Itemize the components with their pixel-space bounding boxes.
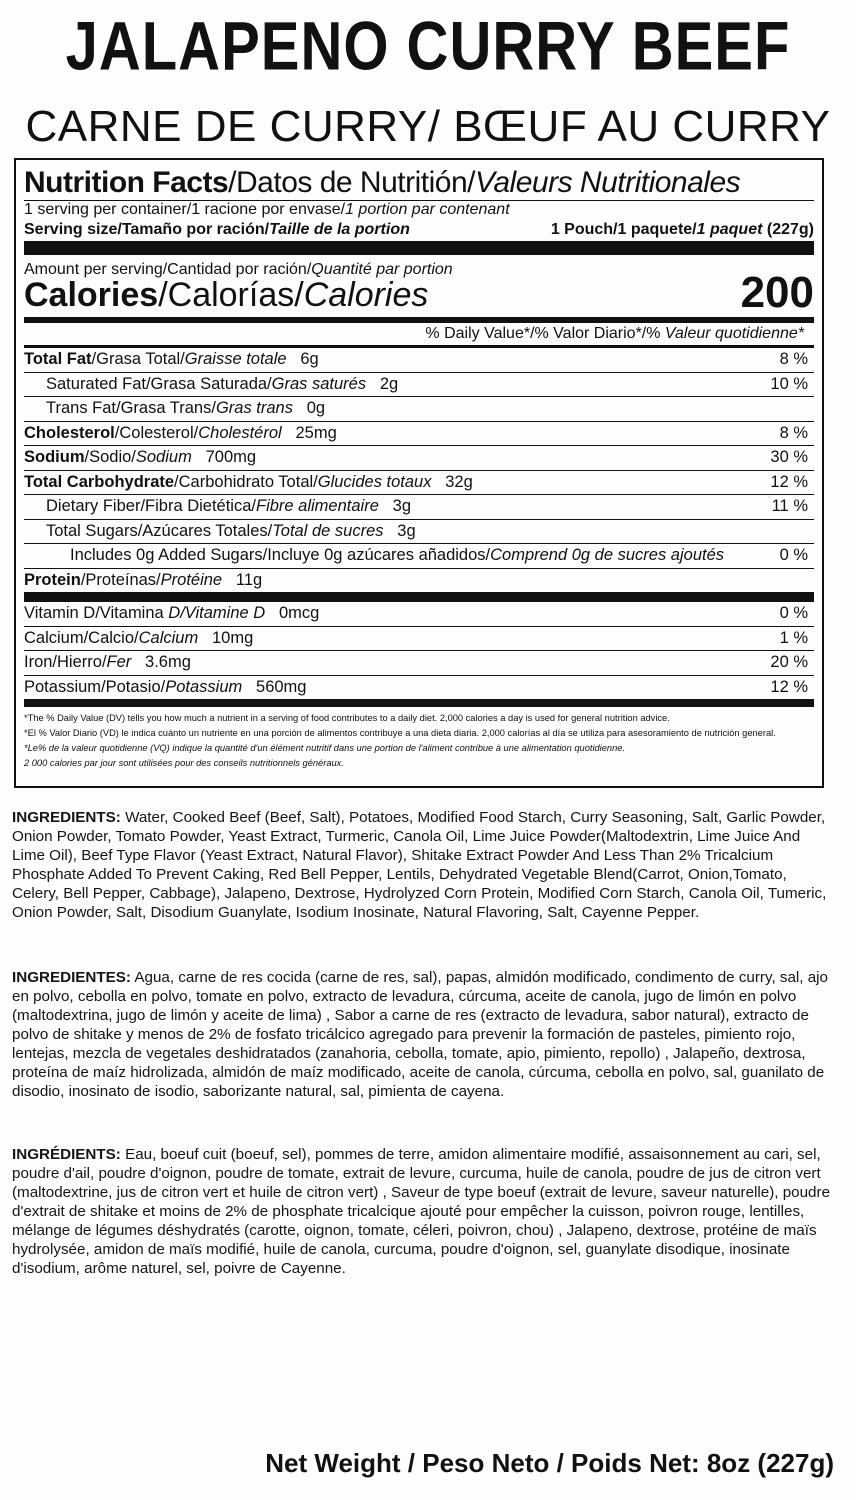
ingredients-french: INGRÉDIENTS: Eau, boeuf cuit (boeuf, sel), pommes de terre, amidon alimentaire modifié, assaisonnement au cari, sel, poudre d'ail, poudre d'oignon, poudre de tomate, extrait de levure, curcuma, huile de canola, poudre de jus de citron vert (maltodextrine, jus de citron vert et huile de citron vert) , Saveur de type boeuf (extrait de levure, saveur naturelle), poudre d'extrait de shitake et moins de 2% de phosphate tricalcique ajouté pour empêcher la cuisson, poivron rouge, lentilles, mélange de légumes déshydratés (carotte, oignon, tomate, céleri, poivron, chou) , Jalapeno, dextrose, protéine de maïs hydrolysée, amidon de maïs modifié, huile de canola, curcuma, poudre d'oignon, sel, guanylate disodique, inosinate d'isodium, arôme naturel, sel, poivre de Cayenne. bbox=[12, 1146, 831, 1277]
nutrition-facts-heading: Nutrition Facts/Datos de Nutritión/Valeurs Nutritionales bbox=[24, 166, 741, 199]
calories-row: Calories/Calorías/Calories 200 bbox=[24, 268, 814, 317]
nutrient-row: Total Fat/Grasa Total/Graisse totale 6g 8 % bbox=[24, 348, 814, 373]
nutrient-rows bbox=[24, 348, 814, 592]
net-weight: Net Weight / Peso Neto / Poids Net: 8oz (227g) bbox=[265, 1448, 834, 1478]
nutrient-row: Total Carbohydrate/Carbohidrato Total/Glucides totaux 32g 12 % bbox=[24, 471, 814, 496]
product-title: JALAPENO CURRY BEEF bbox=[65, 8, 791, 85]
daily-value-percent: 12 % bbox=[770, 472, 808, 491]
daily-value-percent: 20 % bbox=[770, 653, 808, 671]
daily-value-percent: 8 % bbox=[779, 423, 808, 442]
nutrient-row: Dietary Fiber/Fibra Dietética/Fibre alimentaire 3g 11 % bbox=[24, 495, 814, 520]
amount-per-serving: Amount per serving/Cantidad por ración/Quantité par portion bbox=[24, 261, 453, 278]
vitamin-rows bbox=[24, 602, 814, 699]
nutrition-facts-panel bbox=[14, 158, 824, 788]
nutrient-row: Total Sugars/Azúcares Totales/Total de sucres 3g bbox=[24, 520, 814, 545]
servings-per-container: 1 serving per container/1 racione por envase/1 portion par contenant bbox=[24, 201, 510, 218]
daily-value-percent: 8 % bbox=[779, 350, 808, 368]
footnote: *The % Daily Value (DV) tells you how much a nutrient in a serving of food contributes to a daily diet. 2,000 calories a day is used for general nutrition advice. *El % Valor Diario (VD) le indica cuánto un nutriente en una porción de alimentos contribuye a una dieta diaria. 2,000 calorías al día se utiliza para asesoramiento de nutrición general. *Le% de la valeur quotidienne (VQ) indique la quantité d'un élément nutritif dans une portion de l'aliment contribue à une alimentation quotidienne. 2 000 calories par jour sont utilisées pour des conseils nutritionnels généraux. bbox=[24, 713, 776, 768]
vitamin-row: Vitamin D/Vitamina D/Vitamine D 0mcg 0 % bbox=[24, 602, 814, 627]
nutrient-row: Sodium/Sodio/Sodium 700mg 30 % bbox=[24, 446, 814, 471]
calories-value: 200 bbox=[740, 268, 814, 317]
daily-value-percent: 11 % bbox=[771, 497, 808, 515]
ingredients-english: INGREDIENTS: Water, Cooked Beef (Beef, Salt), Potatoes, Modified Food Starch, Curry Seasoning, Salt, Garlic Powder, Onion Powder, Tomato Powder, Yeast Extract, Turmeric, Canola Oil, Lime Juice Powder(Maltodextrin, Lime Juice And Lime Oil), Beef Type Flavor (Yeast Extract, Natural Flavor), Shitake Extract Powder And Less Than 2% Tricalcium Phosphate Added To Prevent Caking, Red Bell Pepper, Lentils, Dehydrated Vegetable Blend(Carrot, Onion,Tomato, Celery, Bell Pepper, Cabbage), Jalapeno, Dextrose, Hydrolyzed Corn Protein, Modified Corn Starch, Canola Oil, Tumeric, Onion Powder, Salt, Disodium Guanylate, Isodium Inosinate, Natural Flavoring, Salt, Cayenne Pepper. bbox=[12, 809, 827, 921]
daily-value-percent: 10 % bbox=[770, 374, 808, 393]
daily-value-percent: 1 % bbox=[779, 628, 808, 647]
daily-value-percent: 0 % bbox=[779, 546, 808, 564]
vitamin-row: Calcium/Calcio/Calcium 10mg 1 % bbox=[24, 627, 814, 652]
serving-size: Serving size/Tamaño por ración/Taille de la portion 1 Pouch/1 paquete/1 paquet (227g) bbox=[24, 221, 814, 238]
nutrient-row: Trans Fat/Grasa Trans/Gras trans 0g bbox=[24, 397, 814, 422]
product-subtitle: CARNE DE CURRY/ BŒUF AU CURRY bbox=[25, 102, 831, 151]
vitamin-row: Iron/Hierro/Fer 3.6mg 20 % bbox=[24, 651, 814, 676]
daily-value-percent: 0 % bbox=[779, 604, 808, 622]
nutrient-row: Saturated Fat/Grasa Saturada/Gras saturés 2g 10 % bbox=[24, 373, 814, 398]
daily-value-percent: 30 % bbox=[770, 448, 808, 466]
nutrient-row: Includes 0g Added Sugars/Incluye 0g azúcares añadidos/Comprend 0g de sucres ajoutés 0 % bbox=[24, 544, 814, 569]
nutrient-row: Cholesterol/Colesterol/Cholestérol 25mg 8 % bbox=[24, 422, 814, 447]
nutrient-row: Protein/Proteínas/Protéine 11g bbox=[24, 570, 263, 589]
daily-value-percent: 12 % bbox=[770, 677, 808, 696]
daily-value-header: % Daily Value*/% Valor Diario*/% Valeur quotidienne* bbox=[425, 325, 804, 342]
ingredients-spanish: INGREDIENTES: Agua, carne de res cocida (carne de res, sal), papas, almidón modificado, condimento de curry, sal, ajo en polvo, cebolla en polvo, tomate en polvo, extracto de levadura, cúrcuma, aceite de canola, jugo de limón en polvo (maltodextrina, jugo de limón y aceite de lima) , Sabor a carne de res (extracto de levadura, sabor natural), extracto de polvo de shitake y menos de 2% de fosfato tricálcico agregado para prevenir la formación de pasteles, pimiento rojo, lentejas, mezcla de vegetales deshidratados (zanahoria, cebolla, tomate, apio, pimiento, repollo) , Jalapeño, dextrosa, proteína de maíz hidrolizada, almidón de maíz modificado, aceite de canola, cúrcuma, cebolla en polvo, sal, guanilato de disodio, inosinato de isodio, saborizante natural, sal, pimienta de cayena. bbox=[12, 969, 829, 1100]
vitamin-row: Potassium/Potasio/Potassium 560mg 12 % bbox=[24, 676, 814, 700]
